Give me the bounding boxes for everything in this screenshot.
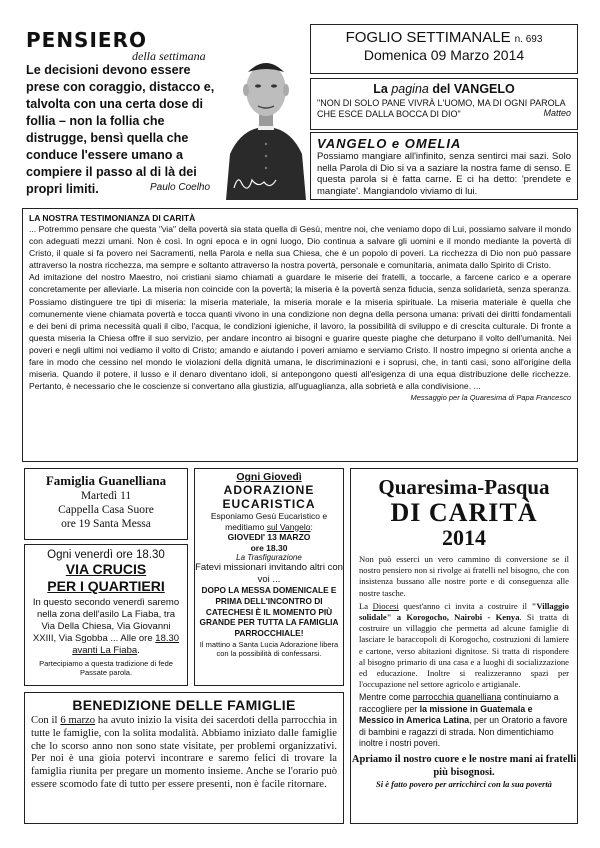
adorazione-date: GIOVEDI' 13 MARZO: [227, 532, 311, 542]
foglio-number: n. 693: [514, 34, 543, 45]
crucis-small: Partecipiamo a questa tradizione di fede Passate parola.: [39, 659, 173, 677]
pensiero-title: PENSIERO: [26, 28, 147, 52]
vangelo-text: "NON DI SOLO PANE VIVRÀ L'UOMO, MA DI OGNI PAROLA CHE ESCE DALLA BOCCA DI DIO": [317, 98, 566, 119]
vangelo-author: Matteo: [543, 108, 571, 118]
quaresima-p2: La Diocesi quest'anno ci invita a costruire il "Villaggio solidale" a Korogocho, Nairobi - Kenya. Si tratta di costruire un villaggio che permetta ad alcune famiglie di lasciare le baraccopoli di Korogocho, costruzioni di lamiere e cartone, verso abitazioni dignitose. Si tratta di rispondere al bisogno primario di una casa e a luoghi di socializzazione ed educazione. Inoltre si realizzeranno spazi per l'occupazione nel settore agricolo e artigianale.: [359, 600, 569, 690]
famiglia-box: [24, 468, 188, 540]
adorazione-footer: Il mattino a Santa Lucia Adorazione libera con la possibilità di confessarsi.: [199, 639, 339, 658]
pensiero-text: Le decisioni devono essere prese con coraggio, distacco e, talvolta con una certa dose di follia – non la follia che distrugge, bensì quella che conduce l'essere umano a compiere il passo al di là dei propri limiti.: [26, 63, 215, 196]
foglio-date: Domenica 09 Marzo 2014: [363, 47, 525, 63]
quaresima-p1: Non può esserci un vero cammino di conversione se il nostro pensiero non si rivolge ai fratelli nel bisogno, che con insistenza bussano alle nostre porte e di conseguenza alle nostre tasche.: [359, 554, 569, 598]
adorazione-h2a: ADORAZIONE: [223, 483, 315, 497]
adorazione-box: [194, 468, 344, 686]
crucis-title2: PER I QUARTIERI: [47, 578, 165, 594]
benedizione-box: [24, 692, 344, 824]
famiglia-line2: Cappella Casa Suore: [58, 504, 154, 516]
quaresima-year: 2014: [442, 525, 486, 550]
famiglia-title: Famiglia Guanelliana: [45, 473, 167, 488]
pensiero-author: Paulo Coelho: [150, 182, 211, 193]
benedizione-text: Con il 6 marzo ha avuto inizio la visita dei sacerdoti della parrocchia in tutte le famiglie, con la solita modalità. Abbiamo iniziato dalle famiglie che lo scorso anno non sono state visitate, per problemi organizzativi. Per noi è una gioia potervi incontrare e saremo felici di trovare la famiglia riunita per pregare un momento insieme. Anche se l'orario può essere scomodo fate di tutto per essere presenti, non è facile ritornare.: [31, 715, 338, 790]
testimonianza-title: LA NOSTRA TESTIMONIANZA DI CARITÀ: [29, 213, 196, 223]
quaresima-title2: DI CARITÀ: [390, 498, 538, 527]
adorazione-invite: Fatevi missionari invitando altri con voi ...: [195, 562, 343, 585]
adorazione-highlight: DOPO LA MESSA DOMENICALE E PRIMA DELL'INCONTRO DI CATECHESI È IL MOMENTO PIÙ GRANDE PER TUTTA LA FAMIGLIA PARROCCHIALE!: [199, 585, 339, 639]
famiglia-line3: ore 19 Santa Messa: [61, 518, 151, 530]
vangelo-box: [310, 78, 578, 130]
testimonianza-p2: Ad imitazione del nostro Maestro, noi cristiani siamo chiamati a guardare le miserie dei fratelli, a toccarle, a farcene carico e a operare concretamente per alleviarle. La miseria non coincide con la povertà; la miseria è la povertà senza fiducia, senza solidarietà, senza speranza. Possiamo distinguere tre tipi di miseria: la miseria materiale, la miseria morale e la miseria spirituale. La miseria materiale è quella che comunemente viene chiamata povertà e tocca quanti vivono in una condizione non degna della persona umana: privati dei diritti fondamentali e dei beni di prima necessità quali il cibo, l'acqua, le condizioni igieniche, il lavoro, la possibilità di sviluppo e di crescita culturale. Di fronte a questa miseria la Chiesa offre il suo servizio, per andare incontro ai bisogni e guarire queste piaghe che deturpano il volto dell'umanità. Nei poveri e negli ultimi noi vediamo il volto di Cristo; amando e aiutando i poveri amiamo e serviamo Cristo. Il nostro impegno si orienta anche a fare in modo che cessino nel mondo le violazioni della dignità umana, le discriminazioni e i soprusi, che, in tanti casi, sono all'origine della miseria. Quando il potere, il lusso e il denaro diventano idoli, si antepongono questi all'esigenza di una equa distribuzione delle ricchezze. Pertanto, è necessario che le coscienze si convertano alla giustizia, all'uguaglianza, alla sobrietà e alla condivisione. ...: [29, 272, 571, 392]
adorazione-theme: La Trasfigurazione: [236, 553, 302, 562]
foglio-title: FOGLIO SETTIMANALE: [345, 29, 511, 46]
quaresima-closing2: Si è fatto povero per arricchirci con la sua povertà: [376, 778, 552, 789]
adorazione-t1: Esponiamo Gesù Eucaristico e meditiamo sul Vangelo:: [210, 511, 328, 532]
testimonianza-p1: ... Potremmo pensare che questa "via" della povertà sia stata quella di Gesù, mentre noi, che veniamo dopo di Lui, possiamo salvare il mondo con adeguati mezzi umani. Non è così. In ogni epoca e in ogni luogo, Dio continua a salvare gli uomini e il mondo mediante la povertà di Cristo, il quale si fa povero nei Sacramenti, nella Parola e nella sua Chiesa, che è un popolo di poveri. La ricchezza di Dio non può passare attraverso la nostra ricchezza, ma sempre e soltanto attraverso la nostra povertà, personale e comunitaria, animata dallo Spirito di Cristo.: [29, 224, 571, 271]
testimonianza-signature: Messaggio per la Quaresima di Papa Francesco: [410, 393, 571, 403]
famiglia-line1: Martedì 11: [80, 490, 132, 502]
crucis-text: In questo secondo venerdì saremo nella zona dell'asilo La Fiaba, tra Via Della Chiesa, Via Giovanni XXIII, Via Sgobba ... Alle ore 18.30 avanti La Fiaba.: [32, 597, 180, 656]
omelia-box: [310, 132, 578, 200]
pensiero-subtitle: della settimana: [132, 49, 206, 63]
foglio-header: [310, 24, 578, 74]
adorazione-h2b: EUCARISTICA: [222, 497, 316, 511]
vangelo-title: La pagina del VANGELO: [373, 82, 515, 96]
omelia-text: Possiamo mangiare all'infinito, senza sentirci mai sazi. Solo nella Parola di Dio si va a saziare la nostra fame di senso. E questa parola si è fatta carne. E ci ha detto: 'prendete e mangiate'. Mangiandolo viviamo di lui.: [317, 151, 571, 197]
via-crucis-box: [24, 544, 188, 686]
crucis-title1: VIA CRUCIS: [65, 561, 147, 577]
adorazione-h1: Ogni Giovedì: [236, 471, 302, 483]
quaresima-closing1: Apriamo il nostro cuore e le nostre mani ai fratelli più bisognosi.: [351, 753, 577, 778]
omelia-title: VANGELO e OMELIA: [317, 136, 462, 151]
quaresima-p3: Mentre come parrocchia guanelliana continuiamo a raccogliere per la missione in Guatemala e Messico in America Latina, per un Oratorio a favore di bambini e ragazzi di strada. Non dimentichiamo inoltre i nostri poveri.: [359, 692, 568, 749]
benedizione-title: BENEDIZIONE DELLE FAMIGLIE: [72, 697, 296, 713]
portrait-photo: [224, 24, 308, 200]
crucis-line1: Ogni venerdì ore 18.30: [47, 549, 165, 561]
testimonianza-box: [22, 208, 578, 462]
adorazione-time: ore 18.30: [250, 542, 288, 553]
quaresima-title1: Quaresima-Pasqua: [378, 475, 550, 499]
quaresima-box: [350, 468, 578, 824]
